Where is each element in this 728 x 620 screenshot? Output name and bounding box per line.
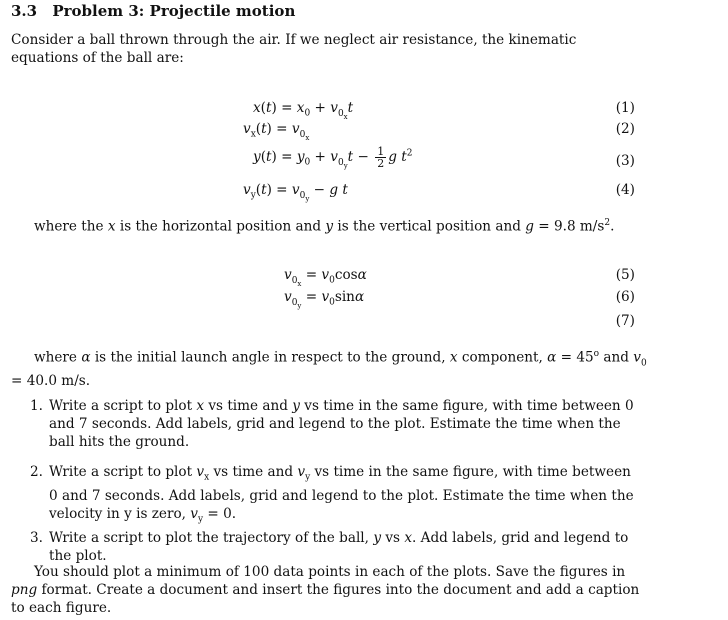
task-item-3	[30, 529, 640, 565]
equation-5: $v_{0_x} = v_0\cos\alpha$	[284, 267, 367, 288]
fraction-one-half: $\frac{1}{2}$	[377, 145, 385, 170]
task-item-2	[30, 463, 640, 528]
equation-number-5: (5)	[615, 267, 635, 283]
equation-number-6: (6)	[615, 289, 635, 305]
task-marker-3: 3.	[30, 530, 43, 546]
task-text-3: Write a script to plot the trajectory of the ball, y vs x. Add labels, grid and legend to the plot.	[49, 530, 629, 564]
section-title: Problem 3: Projectile motion	[52, 2, 296, 20]
task-text-2: Write a script to plot $v_x$ vs time and $v_y$ vs time in the same figure, with time between 0 and 7 seconds. Add labels, grid and legend to the plot. Estimate the time when the velocity in y is zero, $v_y = 0$.	[49, 464, 634, 525]
equation-2: $v_x(t) = v_{0_x}$	[243, 121, 310, 142]
equation-3: $y(t) = y_0 + v_{0_y}t$ − $\frac{1}{2}$ g $t^2$	[253, 145, 413, 170]
task-marker-1: 1.	[30, 398, 43, 414]
intro-paragraph: Consider a ball thrown through the air. If we neglect air resistance, the kinematic equations of the ball are:	[11, 32, 577, 66]
where-paragraph-1: where the x is the horizontal position and y is the vertical position and g = 9.8 $m/s^2$.	[34, 218, 615, 235]
equation-6: $v_{0_y} = v_0\sin\alpha$	[284, 289, 365, 310]
equation-number-1: (1)	[615, 100, 635, 116]
task-item-1	[30, 397, 640, 451]
equation-number-3: (3)	[615, 153, 635, 169]
section-heading	[11, 2, 295, 20]
equation-number-7: (7)	[615, 313, 635, 329]
equation-4: $v_y(t) = v_{0_y} - g$ t	[243, 182, 348, 203]
equation-number-2: (2)	[615, 121, 635, 137]
task-marker-2: 2.	[30, 464, 43, 480]
equation-1: $x(t) = x_0 + v_{0_x}t$	[253, 100, 354, 121]
section-number: 3.3	[11, 2, 38, 20]
equation-number-4: (4)	[615, 182, 635, 198]
task-text-1: Write a script to plot x vs time and y vs time in the same figure, with time between 0 and 7 seconds. Add labels, grid and legend to the plot. Estimate the time when the ball hits the ground.	[49, 398, 634, 450]
where-paragraph-2: where α is the initial launch angle in respect to the ground, x component, $\alpha = 45^o$ and $v_0 = 40.0$ m/s.	[11, 349, 647, 390]
closing-paragraph: You should plot a minimum of 100 data points in each of the plots. Save the figures in png format. Create a document and insert the figures into the document and add a caption to each figure.	[11, 564, 640, 616]
